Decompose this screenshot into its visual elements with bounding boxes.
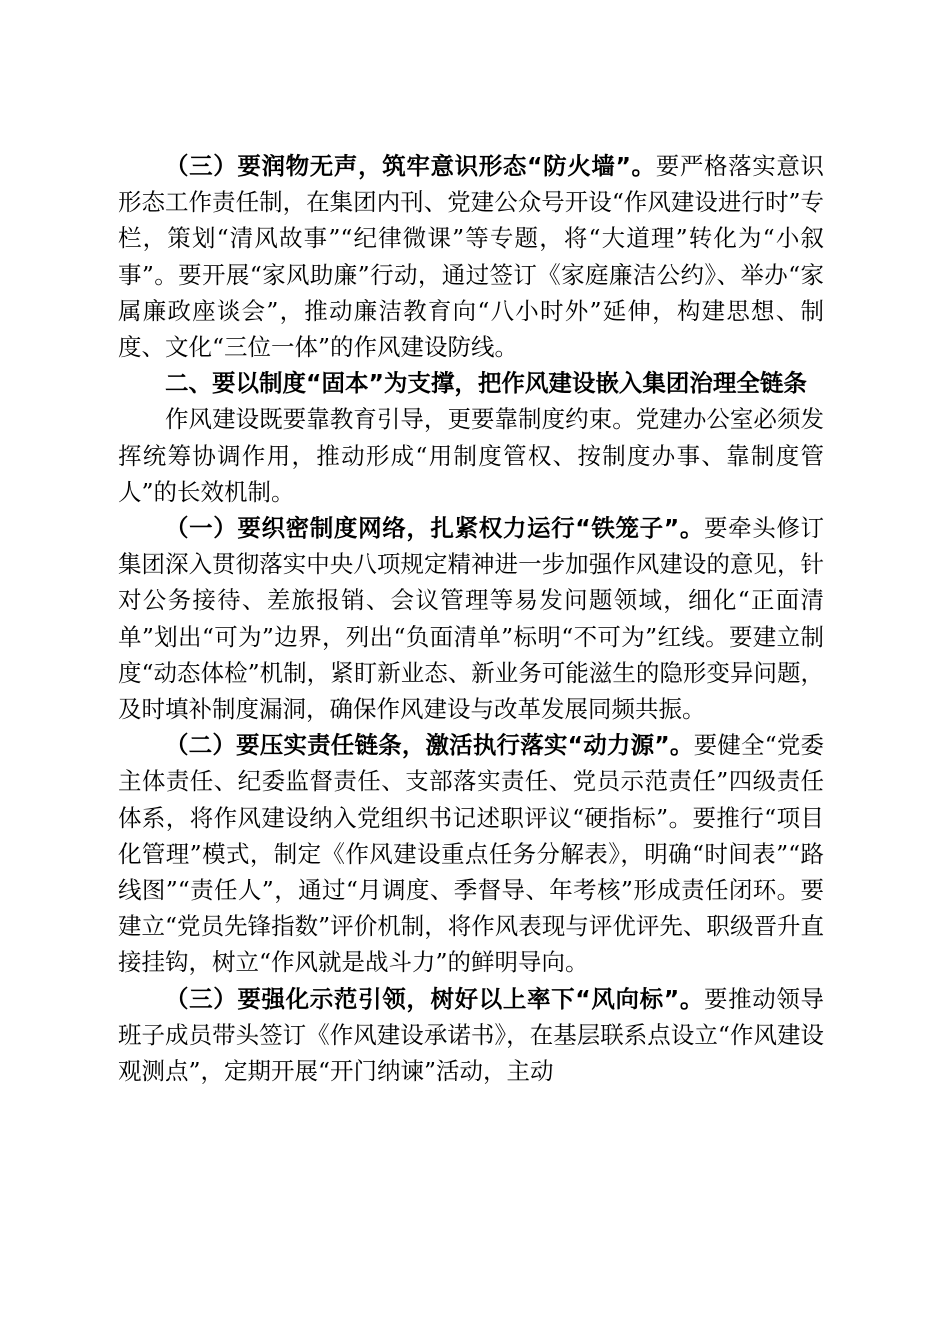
paragraph-body: 要推动领导班子成员带头签订《作风建设承诺书》，在基层联系点设立“作风建设观测点”，定期开展“开门纳谏”活动，主动 bbox=[118, 984, 825, 1086]
paragraph-body: 要严格落实意识形态工作责任制，在集团内刊、党建公众号开设“作风建设进行时”专栏，策划“清风故事”“纪律微课”等专题，将“大道理”转化为“小叙事”。要开展“家风助廉”行动，通过签订《家庭廉洁公约》、举办“家属廉政座谈会”，推动廉洁教育向“八小时外”延伸，构建思想、制度、文化“三位一体”的作风建设防线。 bbox=[118, 152, 825, 362]
paragraph-lead: （二）要压实责任链条，激活执行落实“动力源”。 bbox=[165, 731, 694, 760]
paragraph-lead: （三）要强化示范引领，树好以上率下“风向标”。 bbox=[165, 984, 704, 1013]
paragraph-lead: （一）要织密制度网络，扎紧权力运行“铁笼子”。 bbox=[165, 514, 704, 543]
paragraph-system-network bbox=[118, 510, 824, 727]
paragraph-leadership-example bbox=[118, 981, 824, 1090]
section-heading: 二、要以制度“固本”为支撑，把作风建设嵌入集团治理全链条 bbox=[165, 369, 807, 398]
paragraph-ideology-firewall bbox=[118, 148, 824, 365]
paragraph-body: 要健全“党委主体责任、纪委监督责任、支部落实责任、党员示范责任”四级责任体系，将作风建设纳入党组织书记述职评议“硬指标”。要推行“项目化管理”模式，制定《作风建设重点任务分解表》，明确“时间表”“路线图”“责任人”，通过“月调度、季督导、年考核”形成责任闭环。要建立“党员先锋指数”评价机制，将作风表现与评优评先、职级晋升直接挂钩，树立“作风就是战斗力”的鲜明导向。 bbox=[118, 731, 825, 977]
paragraph-body: 要牵头修订集团深入贯彻落实中央八项规定精神进一步加强作风建设的意见，针对公务接待、差旅报销、会议管理等易发问题领域，细化“正面清单”划出“可为”边界，列出“负面清单”标明“不可为”红线。要建立制度“动态体检”机制，紧盯新业态、新业务可能滋生的隐形变异问题，及时填补制度漏洞，确保作风建设与改革发展同频共振。 bbox=[118, 514, 825, 724]
section-intro: 作风建设既要靠教育引导，更要靠制度约束。党建办公室必须发挥统筹协调作用，推动形成“用制度管权、按制度办事、靠制度管人”的长效机制。 bbox=[118, 405, 824, 506]
paragraph-lead: （三）要润物无声，筑牢意识形态“防火墙”。 bbox=[165, 152, 656, 180]
document-body bbox=[118, 148, 824, 1089]
paragraph-responsibility-chain bbox=[118, 727, 824, 980]
